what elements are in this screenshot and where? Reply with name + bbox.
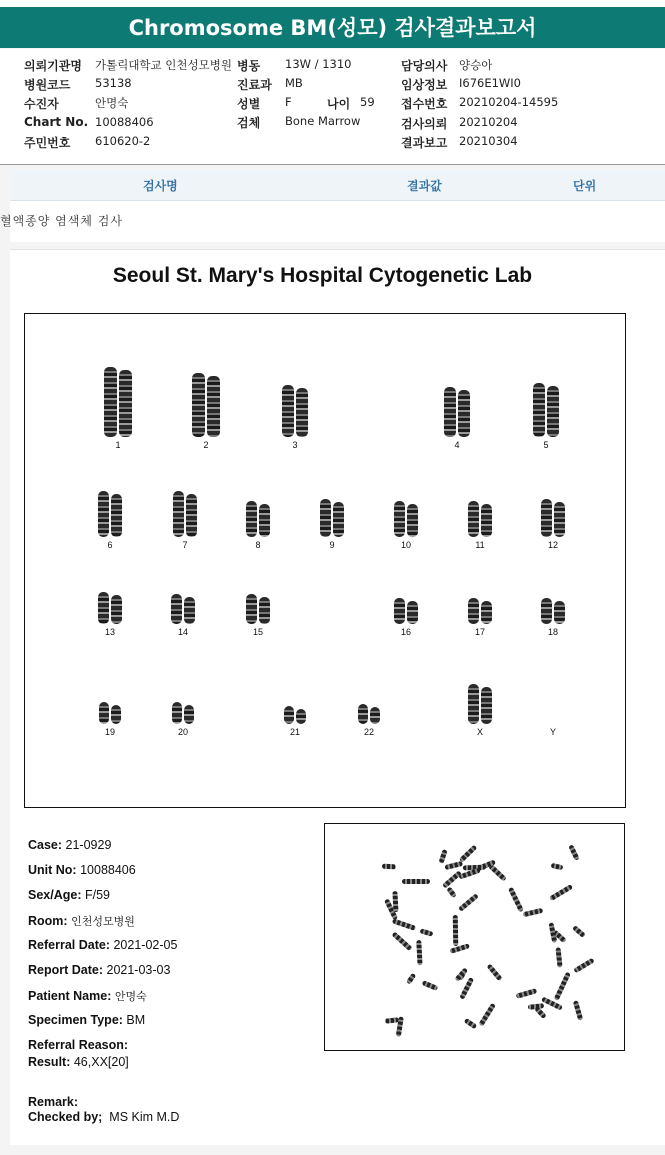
chromosome-Y <box>528 724 578 737</box>
chromosome-4 <box>432 387 482 450</box>
ward-label: 병동 <box>237 59 261 73</box>
chromosome-7 <box>160 491 210 550</box>
spread-chromosome <box>556 947 563 967</box>
chromosome-label-9: 9 <box>329 540 335 550</box>
table-header <box>10 170 665 201</box>
chromosome-9 <box>307 499 357 550</box>
chromosome-label-15: 15 <box>252 627 263 637</box>
checked-label: Checked by; <box>28 1110 103 1124</box>
sexage-value: F/59 <box>84 888 110 902</box>
chromosome-label-14: 14 <box>177 627 188 637</box>
spread-chromosome <box>406 973 416 984</box>
spread-chromosome <box>487 963 503 981</box>
checked-line <box>28 1110 179 1124</box>
unit-label: Unit No: <box>28 863 77 877</box>
chromosome-17 <box>455 598 505 637</box>
karyotype-image <box>24 313 626 808</box>
spread-chromosome <box>393 891 399 912</box>
room-value: 인천성모병원 <box>71 916 135 928</box>
chromosome-8 <box>233 501 283 550</box>
col-result: 결과값 <box>407 179 442 193</box>
referral-date-line <box>28 938 177 952</box>
chromosome-label-1: 1 <box>115 440 121 450</box>
report-date-label-2: Report Date: <box>28 963 104 977</box>
unit-value: 10088406 <box>80 863 136 877</box>
case-line <box>28 838 111 852</box>
chromosome-label-10: 10 <box>400 540 411 550</box>
spread-chromosome <box>573 958 594 974</box>
chromosome-13 <box>85 592 135 637</box>
dept-value: MB <box>285 76 303 90</box>
unit-line <box>28 863 136 877</box>
patient-name-label: Patient Name: <box>28 989 112 1003</box>
chromosome-label-8: 8 <box>255 540 261 550</box>
spread-chromosome <box>422 980 438 991</box>
chromosome-2 <box>181 373 231 450</box>
spread-chromosome <box>438 849 447 864</box>
chromosome-label-19: 19 <box>104 727 115 737</box>
spread-chromosome <box>442 870 462 888</box>
spread-chromosome <box>508 887 524 912</box>
spread-chromosome <box>453 915 459 946</box>
spread-chromosome <box>534 1006 546 1019</box>
col-unit: 단위 <box>573 179 597 193</box>
chromosome-19 <box>85 702 135 737</box>
institution-label: 의뢰기관명 <box>24 59 82 73</box>
case-label: Case: <box>28 838 63 852</box>
id-label: 주민번호 <box>24 136 71 150</box>
sexage-line <box>28 888 110 902</box>
clinical-value: I676E1WI0 <box>459 76 522 90</box>
chromosome-12 <box>528 499 578 550</box>
spread-chromosome <box>572 925 586 938</box>
spread-chromosome <box>445 861 463 870</box>
chromosome-22 <box>344 704 394 737</box>
specimen-label: 검체 <box>237 116 261 130</box>
chromosome-label-3: 3 <box>292 440 298 450</box>
room-label: Room: <box>28 914 68 928</box>
patient-name-line <box>28 988 147 1004</box>
chromosome-1 <box>93 367 143 450</box>
chromosome-3 <box>270 385 320 450</box>
patient-info-panel <box>0 49 665 165</box>
chromosome-label-7: 7 <box>182 540 188 550</box>
chromosome-label-11: 11 <box>475 540 485 550</box>
result-value: 46,XX[20] <box>73 1055 129 1069</box>
report-date-line <box>28 963 170 977</box>
chromosome-14 <box>158 594 208 637</box>
chromosome-label-22: 22 <box>363 727 374 737</box>
spread-chromosome <box>382 863 396 869</box>
chromosome-5 <box>521 383 571 450</box>
spread-chromosome <box>515 988 537 999</box>
id-value: 610620-2 <box>95 134 151 148</box>
chromosome-18 <box>528 598 578 637</box>
spread-chromosome <box>551 863 563 870</box>
spread-chromosome <box>573 1001 583 1022</box>
chromosome-label-4: 4 <box>454 440 460 450</box>
chromosome-label-21: 21 <box>289 727 300 737</box>
chromosome-label-20: 20 <box>177 727 188 737</box>
chromosome-11 <box>455 501 505 550</box>
referral-date-value: 2021-02-05 <box>113 938 178 952</box>
chromosome-label-16: 16 <box>400 627 411 637</box>
doctor-value: 양승아 <box>459 58 493 72</box>
chromosome-label-18: 18 <box>547 627 558 637</box>
report-date-label: 결과보고 <box>401 136 448 150</box>
hospital-code-label: 병원코드 <box>24 78 71 92</box>
spread-chromosome <box>478 1003 495 1026</box>
chromosome-X <box>455 684 505 737</box>
specimen-type-label: Specimen Type: <box>28 1013 123 1027</box>
patient-name-value: 안명숙 <box>114 991 147 1003</box>
cytogenetic-report <box>10 249 665 1145</box>
chart-label: Chart No. <box>24 115 89 129</box>
chromosome-10 <box>381 501 431 550</box>
result-line <box>28 1055 129 1069</box>
institution-value: 가톨릭대학교 인천성모병원 <box>95 58 232 72</box>
age-value: 59 <box>360 95 375 109</box>
chromosome-label-X: X <box>476 727 483 737</box>
chromosome-label-5: 5 <box>543 440 549 450</box>
spread-chromosome <box>419 928 433 936</box>
doctor-label: 담당의사 <box>401 59 448 73</box>
specimen-type-line <box>28 1013 145 1027</box>
chromosome-21 <box>270 706 320 737</box>
chromosome-20 <box>158 702 208 737</box>
result-label: Result: <box>28 1055 71 1069</box>
chart-value: 10088406 <box>95 115 154 129</box>
report-title: Chromosome BM(성모) 검사결과보고서 <box>0 8 665 48</box>
chromosome-15 <box>233 594 283 637</box>
chromosome-6 <box>85 491 135 550</box>
spread-chromosome <box>549 884 573 901</box>
chromosome-label-13: 13 <box>104 627 115 637</box>
sex-label: 성별 <box>237 97 261 111</box>
spread-chromosome <box>568 845 579 861</box>
chromosome-label-12: 12 <box>547 540 558 550</box>
table-row-test: 혈액종양 염색체 검사 <box>0 214 123 228</box>
receipt-value: 20210204-14595 <box>459 95 559 109</box>
spread-chromosome <box>392 931 414 951</box>
clinical-label: 임상정보 <box>401 78 448 92</box>
referral-reason-label: Referral Reason: <box>28 1038 129 1052</box>
patient-label: 수진자 <box>24 97 59 111</box>
referral-reason-line <box>28 1038 128 1052</box>
remark-line <box>28 1095 78 1109</box>
spread-chromosome <box>459 977 474 1000</box>
chromosome-label-6: 6 <box>107 540 113 550</box>
result-table <box>10 170 665 242</box>
sex-value: F <box>285 95 292 109</box>
specimen-type-value: BM <box>126 1013 146 1027</box>
chromosome-label-Y: Y <box>549 727 556 737</box>
specimen-value: Bone Marrow <box>285 114 361 128</box>
report-date-value-2: 2021-03-03 <box>106 963 171 977</box>
spread-chromosome <box>522 908 543 917</box>
lab-title: Seoul St. Mary's Hospital Cytogenetic Lab <box>112 264 533 287</box>
spread-chromosome <box>458 893 479 912</box>
sexage-label: Sex/Age: <box>28 888 82 902</box>
spread-chromosome <box>402 879 429 884</box>
chromosome-16 <box>381 598 431 637</box>
spread-chromosome <box>464 1018 477 1029</box>
referral-date-label: Referral Date: <box>28 938 110 952</box>
spread-chromosome <box>392 918 416 930</box>
dept-label: 진료과 <box>237 78 272 92</box>
ward-value: 13W / 1310 <box>285 57 352 71</box>
top-border <box>0 0 665 8</box>
spread-chromosome <box>459 844 477 862</box>
report-date-value: 20210304 <box>459 134 518 148</box>
room-line <box>28 913 135 929</box>
col-test-name: 검사명 <box>143 179 178 193</box>
spread-chromosome <box>446 887 457 899</box>
spread-chromosome <box>416 940 422 965</box>
remark-label: Remark: <box>28 1095 79 1109</box>
case-value: 21-0929 <box>65 838 112 852</box>
hospital-code-value: 53138 <box>95 76 132 90</box>
chromosome-label-2: 2 <box>203 440 209 450</box>
spread-chromosome <box>554 971 571 1001</box>
request-value: 20210204 <box>459 115 518 129</box>
metaphase-spread-image <box>324 823 625 1051</box>
age-label: 나이 <box>327 97 351 111</box>
receipt-label: 접수번호 <box>401 97 448 111</box>
chromosome-label-17: 17 <box>474 627 485 637</box>
patient-value: 안명숙 <box>95 96 129 110</box>
spread-chromosome <box>548 923 557 943</box>
checked-value: MS Kim M.D <box>109 1110 180 1124</box>
request-label: 검사의뢰 <box>401 117 448 131</box>
spread-chromosome <box>541 996 563 1010</box>
